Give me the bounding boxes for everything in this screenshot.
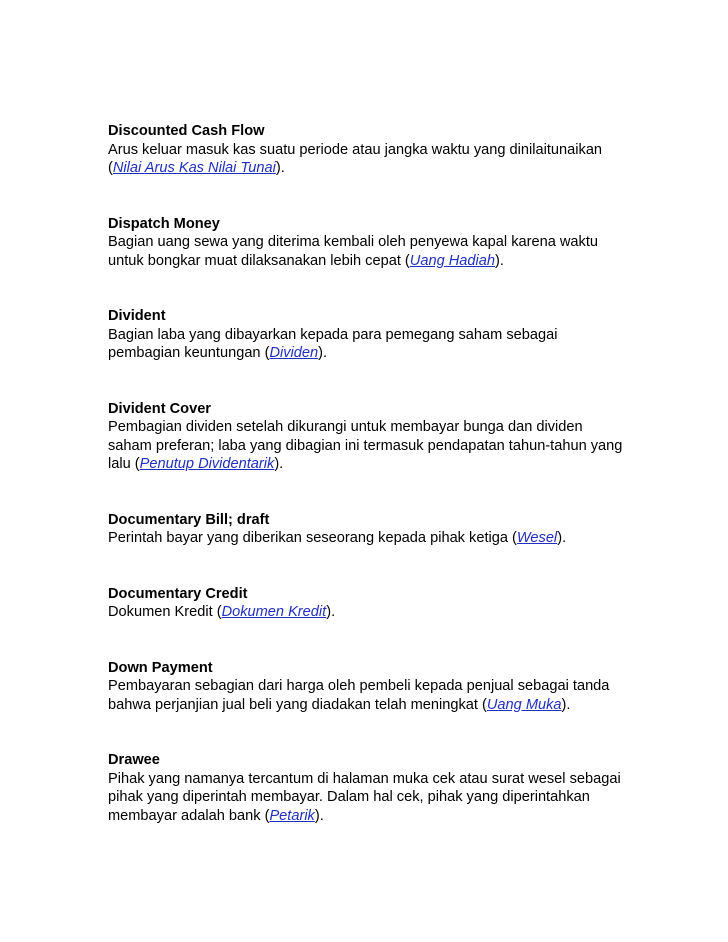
translation-link[interactable]: Penutup Dividentarik (139, 456, 275, 472)
glossary-entry (108, 215, 628, 271)
entry-definition (108, 233, 628, 270)
glossary-entry (108, 511, 628, 548)
glossary-entry (108, 751, 628, 825)
entry-term: Documentary Bill; draft (108, 511, 270, 528)
entry-definition (108, 677, 628, 714)
translation-link[interactable]: Dividen (269, 345, 319, 361)
definition-suffix: ). (318, 345, 328, 361)
entry-term: Documentary Credit (108, 585, 248, 602)
translation-link[interactable]: Uang Muka (486, 696, 562, 713)
definition-text: Bagian uang sewa yang diterima kembali oleh penyewa kapal karena waktu untuk bongkar muat dilaksanakan lebih cepat ( (108, 234, 599, 269)
translation-link[interactable]: Petarik (269, 807, 315, 824)
translation-link[interactable]: Dokumen Kredit (221, 604, 327, 620)
translation-link[interactable]: Uang Hadiah (409, 252, 495, 269)
glossary-entry (108, 585, 628, 622)
entry-term: Dispatch Money (108, 215, 220, 232)
definition-suffix: ). (495, 252, 504, 269)
translation-link[interactable]: Wesel (516, 530, 558, 546)
translation-link[interactable]: Nilai Arus Kas Nilai Tunai (112, 160, 276, 176)
definition-text: Dokumen Kredit ( (108, 604, 222, 620)
definition-suffix: ). (314, 807, 324, 824)
entry-definition (108, 603, 628, 622)
glossary-entry (108, 307, 628, 363)
definition-text: Arus keluar masuk kas suatu periode atau jangka waktu yang dinilaitunaikan ( (108, 141, 603, 176)
definition-suffix: ). (561, 696, 571, 713)
glossary-entry (108, 659, 628, 715)
definition-suffix: ). (275, 160, 285, 176)
entry-definition (108, 326, 628, 363)
entry-definition (108, 418, 628, 474)
entry-definition (108, 770, 628, 826)
definition-suffix: ). (557, 530, 567, 546)
entry-definition (108, 141, 628, 178)
entry-term: Down Payment (108, 659, 213, 676)
definition-text: Bagian laba yang dibayarkan kepada para pemegang saham sebagai pembagian keuntungan ( (108, 326, 558, 361)
definition-text: Pembagian dividen setelah dikurangi untuk membayar bunga dan dividen saham preferan; laba yang dibagian ini termasuk pendapatan tahun-tahun yang lalu ( (108, 419, 623, 472)
definition-text: Pihak yang namanya tercantum di halaman muka cek atau surat wesel sebagai pihak yang diperintah membayar. Dalam hal cek, pihak yang diperintahkan membayar adalah bank ( (108, 770, 621, 824)
definition-text: Perintah bayar yang diberikan seseorang kepada pihak ketiga ( (108, 530, 517, 546)
definition-suffix: ). (274, 456, 284, 472)
definition-suffix: ). (326, 604, 336, 620)
entry-term: Drawee (108, 752, 160, 768)
entry-term: Discounted Cash Flow (108, 123, 265, 139)
entry-term: Divident (108, 308, 166, 324)
definition-text: Pembayaran sebagian dari harga oleh pembeli kepada penjual sebagai tanda bahwa perjanjian jual beli yang diadakan telah meningkat ( (108, 678, 610, 713)
entry-term: Divident Cover (108, 400, 211, 417)
entry-definition (108, 529, 628, 548)
glossary-page (108, 122, 628, 825)
glossary-entry (108, 400, 628, 474)
glossary-entry (108, 122, 628, 178)
